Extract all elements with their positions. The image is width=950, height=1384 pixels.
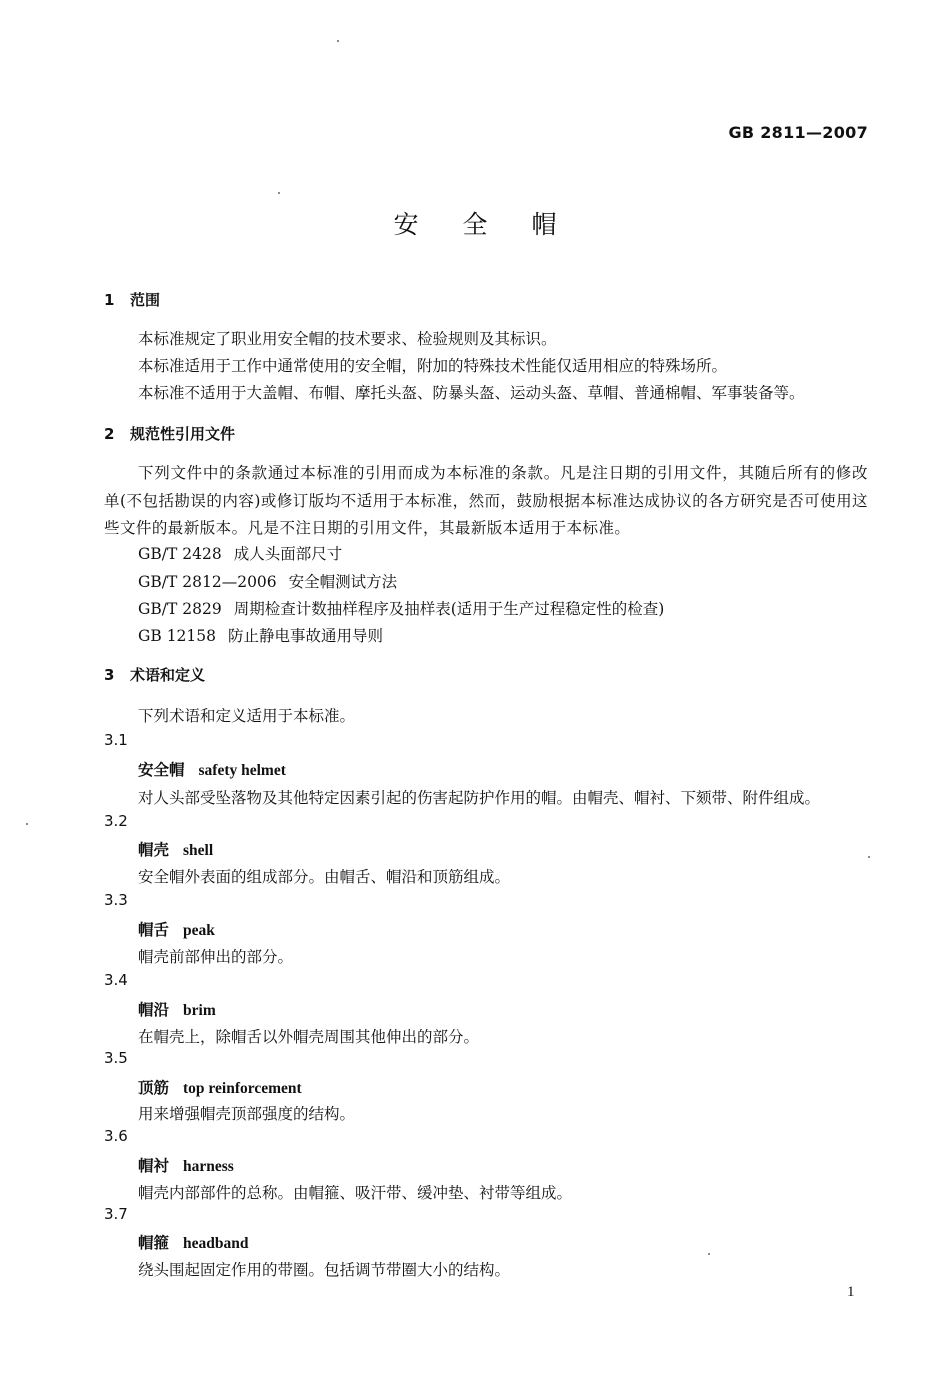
scan-speck [708,1253,710,1255]
scan-speck [337,40,339,42]
term-zh: 安全帽 [138,761,185,779]
paragraph: 本标准适用于工作中通常使用的安全帽，附加的特殊技术性能仅适用相应的特殊场所。 [138,357,728,375]
term-definition: 用来增强帽壳顶部强度的结构。 [138,1105,356,1123]
section-number: 2 [104,425,115,443]
reference-code: GB/T 2812—2006 [138,573,277,591]
term-heading [138,998,216,1020]
reference-item [138,570,397,592]
term-en: brim [183,1002,216,1019]
term-number: 3.3 [104,891,128,909]
reference-code: GB/T 2829 [138,600,222,618]
term-en: harness [183,1158,234,1175]
term-en: headband [183,1235,249,1252]
section-title: 规范性引用文件 [130,425,236,443]
section-3-intro: 下列术语和定义适用于本标准。 [138,707,356,725]
term-heading [138,1154,234,1176]
document-title: 安全帽 [393,210,601,239]
section-2-intro: 下列文件中的条款通过本标准的引用而成为本标准的条款。凡是注日期的引用文件，其随后所有的修改单(不包括勘误的内容)或修订版均不适用于本标准，然而，鼓励根据本标准达成协议的各方研究是否可使用这些文件的最新版本。凡是不注日期的引用文件，其最新版本适用于本标准。 [104,464,868,537]
standard-number: GB 2811—2007 [728,123,868,142]
reference-item [138,624,383,646]
term-zh: 顶筋 [138,1079,170,1097]
reference-title: 成人头面部尺寸 [233,545,343,563]
term-definition: 帽壳前部伸出的部分。 [138,948,294,966]
term-en: peak [183,922,215,939]
term-heading [138,1076,302,1098]
term-heading [138,1231,249,1253]
term-zh: 帽衬 [138,1157,170,1175]
section-title: 范围 [130,291,161,309]
section-1-heading [104,289,160,310]
section-title: 术语和定义 [130,666,206,684]
paragraph: 本标准不适用于大盖帽、布帽、摩托头盔、防暴头盔、运动头盔、草帽、普通棉帽、军事装备等。 [138,384,805,402]
paragraph: 本标准规定了职业用安全帽的技术要求、检验规则及其标识。 [138,330,557,348]
section-3-heading [104,664,205,685]
term-zh: 帽箍 [138,1234,170,1252]
term-definition: 对人头部受坠落物及其他特定因素引起的伤害起防护作用的帽。由帽壳、帽衬、下颏带、附件组成。 [138,789,821,807]
term-zh: 帽舌 [138,921,170,939]
term-zh: 帽壳 [138,841,170,859]
section-number: 1 [104,291,115,309]
term-number: 3.1 [104,731,128,749]
term-heading [138,758,286,780]
section-number: 3 [104,666,115,684]
term-definition: 绕头围起固定作用的带圈。包括调节带圈大小的结构。 [138,1261,511,1279]
section-2-heading [104,423,235,444]
term-number: 3.7 [104,1205,128,1223]
term-zh: 帽沿 [138,1001,170,1019]
term-en: safety helmet [198,762,286,779]
scan-speck [868,856,870,858]
reference-item [138,597,664,619]
term-definition: 在帽壳上，除帽舌以外帽壳周围其他伸出的部分。 [138,1028,480,1046]
term-number: 3.5 [104,1049,128,1067]
term-definition: 帽壳内部部件的总称。由帽箍、吸汗带、缓冲垫、衬带等组成。 [138,1184,573,1202]
term-number: 3.6 [104,1127,128,1145]
term-en: top reinforcement [183,1080,302,1097]
reference-title: 防止静电事故通用导则 [228,627,384,645]
term-number: 3.2 [104,812,128,830]
page-number: 1 [847,1284,855,1300]
term-en: shell [183,842,214,859]
scan-speck [278,192,280,194]
term-definition: 安全帽外表面的组成部分。由帽舌、帽沿和顶筋组成。 [138,868,511,886]
reference-item [138,542,342,564]
reference-title: 安全帽测试方法 [288,573,398,591]
scan-speck [26,823,28,825]
term-number: 3.4 [104,971,128,989]
reference-code: GB/T 2428 [138,545,222,563]
term-heading [138,838,213,860]
reference-code: GB 12158 [138,627,217,645]
term-heading [138,918,215,940]
reference-title: 周期检查计数抽样程序及抽样表(适用于生产过程稳定性的检查) [233,600,665,618]
